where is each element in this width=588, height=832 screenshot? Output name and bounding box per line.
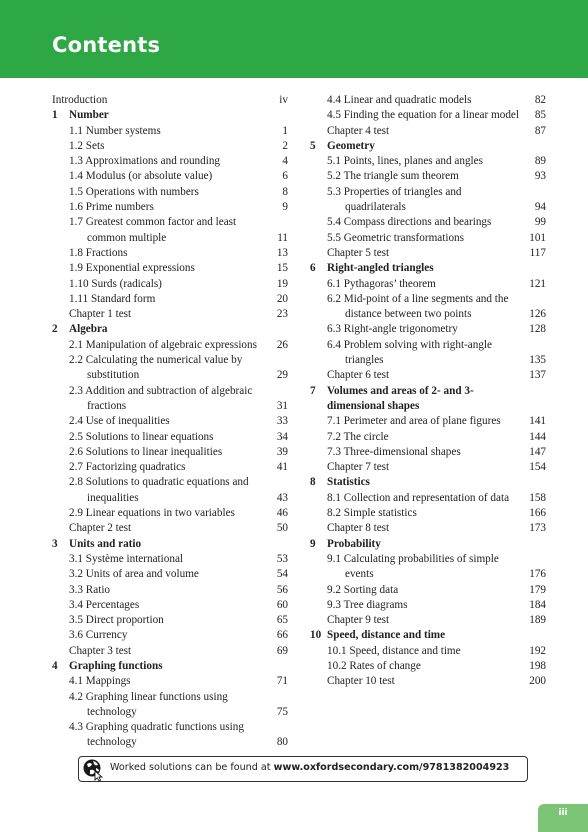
toc-chapter-number: 5: [310, 139, 316, 152]
toc-page-number: 126: [529, 308, 546, 321]
toc-page-number: 23: [276, 308, 288, 321]
toc-entry: [310, 93, 546, 108]
toc-right-column: [310, 93, 546, 690]
toc-entry: [310, 292, 546, 323]
toc-entry: [310, 322, 546, 337]
toc-chapter-number: 3: [52, 537, 58, 550]
toc-entry: [310, 521, 546, 536]
toc-page-number: 53: [276, 552, 288, 565]
toc-entry: [310, 613, 546, 628]
toc-page-number: 2: [282, 139, 288, 152]
toc-chapter-heading: [310, 537, 546, 552]
toc-entry-title: Chapter 3 test: [69, 644, 132, 657]
toc-entry: [52, 338, 288, 353]
toc-entry: [52, 521, 288, 536]
toc-entry: [310, 414, 546, 429]
toc-entry-title: 3.5 Direct proportion: [69, 614, 164, 627]
toc-entry: [52, 552, 288, 567]
toc-page-number: 154: [529, 461, 546, 474]
toc-entry: [310, 368, 546, 383]
toc-entry: [52, 200, 288, 215]
toc-entry: [52, 384, 288, 415]
toc-entry-title: 3.4 Percentages: [69, 598, 140, 611]
toc-entry: [310, 277, 546, 292]
toc-entry-title: 6.2 Mid-point of a line segments and the distance between two points: [327, 292, 509, 321]
toc-entry-title: Chapter 6 test: [327, 369, 390, 382]
toc-chapter-heading: [310, 139, 546, 154]
toc-entry: [310, 445, 546, 460]
toc-page-number: 200: [529, 675, 546, 688]
toc-page-number: 50: [276, 522, 288, 535]
toc-entry-title: 2.4 Use of inequalities: [69, 415, 170, 428]
toc-chapter-number: 2: [52, 323, 58, 336]
toc-page-number: 117: [529, 246, 546, 259]
toc-entry-title: 4.2 Graphing linear functions using technology: [69, 690, 228, 718]
toc-entry: [52, 628, 288, 643]
toc-page-number: 8: [282, 185, 288, 198]
toc-entry: [52, 613, 288, 628]
toc-entry-title: 8.1 Collection and representation of data: [327, 491, 510, 504]
toc-page-number: 1: [282, 124, 288, 137]
toc-chapter-heading: [310, 628, 546, 643]
toc-entry: [310, 169, 546, 184]
toc-entry-title: 1.1 Number systems: [69, 124, 161, 137]
toc-entry: [310, 552, 546, 583]
toc-chapter-heading: [52, 322, 288, 337]
toc-entry: [52, 246, 288, 261]
toc-chapter-number: 4: [52, 659, 58, 672]
toc-entry-title: 2.2 Calculating the numerical value by substitution: [69, 354, 243, 382]
toc-entry: [52, 674, 288, 689]
toc-entry-title: Chapter 2 test: [69, 522, 132, 535]
toc-entry: [310, 430, 546, 445]
toc-entry: [310, 215, 546, 230]
toc-chapter-number: 10: [310, 629, 322, 642]
toc-page-number: 94: [534, 201, 546, 214]
toc-page-number: 93: [534, 170, 546, 183]
toc-entry-title: 3.2 Units of area and volume: [69, 568, 199, 581]
toc-entry: [310, 154, 546, 169]
toc-page-number: 15: [276, 262, 288, 275]
toc-chapter-heading: [310, 384, 546, 415]
toc-entry-title: 2.3 Addition and subtraction of algebraic fractions: [69, 384, 253, 412]
toc-chapter-title: Right-angled triangles: [327, 262, 434, 275]
toc-entry-title: 6.3 Right-angle trigonometry: [327, 323, 458, 336]
toc-entry-title: 5.5 Geometric transformations: [327, 231, 465, 244]
toc-entry: [310, 460, 546, 475]
toc-chapter-title: Volumes and areas of 2- and 3-dimensional shapes: [327, 384, 474, 412]
toc-entry: [52, 93, 288, 108]
toc-page-number: 87: [534, 124, 546, 137]
toc-entry-title: 1.2 Sets: [69, 139, 105, 152]
toc-entry: [310, 598, 546, 613]
toc-entry: [310, 108, 546, 123]
toc-entry: [52, 567, 288, 582]
globe-cursor-icon: [82, 757, 104, 781]
toc-entry-title: 5.4 Compass directions and bearings: [327, 216, 492, 229]
toc-entry-title: 10.2 Rates of change: [327, 659, 421, 672]
toc-entry-title: 5.2 The triangle sum theorem: [327, 170, 459, 183]
toc-page-number: 26: [276, 338, 288, 351]
page-title: Contents: [52, 33, 161, 57]
toc-page-number: 11: [277, 231, 288, 244]
toc-entry-title: Chapter 8 test: [327, 522, 390, 535]
toc-page-number: 166: [529, 507, 546, 520]
toc-page-number: 128: [529, 323, 546, 336]
toc-page-number: 179: [529, 583, 546, 596]
toc-page-number: 173: [529, 522, 546, 535]
toc-page-number: 41: [276, 461, 288, 474]
toc-chapter-title: Speed, distance and time: [327, 629, 446, 642]
toc-entry-title: 9.2 Sorting data: [327, 583, 399, 596]
toc-page-number: 99: [534, 216, 546, 229]
toc-page-number: 65: [276, 614, 288, 627]
toc-entry: [52, 720, 288, 751]
toc-page-number: 75: [276, 705, 288, 718]
toc-entry: [52, 215, 288, 246]
toc-entry: [52, 277, 288, 292]
toc-entry-title: 2.6 Solutions to linear inequalities: [69, 445, 223, 458]
toc-entry-title: 10.1 Speed, distance and time: [327, 644, 461, 657]
toc-entry: [52, 292, 288, 307]
toc-entry: [52, 506, 288, 521]
toc-entry-title: 7.1 Perimeter and area of plane figures: [327, 415, 501, 428]
toc-chapter-number: 6: [310, 262, 316, 275]
toc-page-number: 176: [529, 568, 546, 581]
toc-entry-title: 6.4 Problem solving with right-angle triangles: [327, 338, 492, 367]
toc-entry: [310, 185, 546, 216]
toc-left-column: [52, 93, 288, 751]
toc-entry: [310, 491, 546, 506]
toc-entry-title: Chapter 7 test: [327, 461, 390, 474]
toc-page-number: 66: [276, 629, 288, 642]
toc-entry-title: Introduction: [52, 94, 108, 106]
toc-entry: [52, 460, 288, 475]
toc-entry-title: Chapter 1 test: [69, 308, 132, 321]
toc-chapter-number: 7: [310, 384, 316, 397]
toc-page-number: 19: [276, 277, 288, 290]
toc-entry: [310, 674, 546, 689]
toc-entry-title: 3.3 Ratio: [69, 583, 111, 596]
page-number: iii: [558, 808, 568, 818]
toc-entry-title: Chapter 9 test: [327, 614, 390, 627]
toc-entry-title: 4.5 Finding the equation for a linear model: [327, 109, 520, 122]
toc-page-number: 29: [276, 369, 288, 382]
toc-page-number: 43: [276, 491, 288, 504]
toc-entry-title: 8.2 Simple statistics: [327, 507, 417, 520]
toc-page-number: 192: [529, 644, 546, 657]
toc-entry-title: 4.3 Graphing quadratic functions using technology: [69, 721, 244, 749]
toc-page-number: 82: [534, 94, 546, 106]
toc-page-number: 184: [529, 598, 546, 611]
toc-page-number: 141: [529, 415, 546, 428]
toc-page-number: 60: [276, 598, 288, 611]
toc-page-number: 80: [276, 736, 288, 749]
toc-page-number: 69: [276, 644, 288, 657]
toc-entry-title: 5.3 Properties of triangles and quadrilaterals: [327, 185, 462, 214]
toc-page-number: 89: [534, 155, 546, 168]
toc-entry-title: 7.2 The circle: [327, 430, 389, 443]
toc-entry: [52, 583, 288, 598]
toc-chapter-title: Units and ratio: [69, 537, 142, 550]
toc-entry-title: Chapter 4 test: [327, 124, 390, 137]
toc-entry-title: 5.1 Points, lines, planes and angles: [327, 155, 483, 168]
toc-entry: [52, 644, 288, 659]
toc-entry: [52, 139, 288, 154]
toc-chapter-title: Number: [69, 109, 109, 122]
toc-page-number: 135: [529, 354, 546, 367]
toc-page-number: 34: [276, 430, 288, 443]
toc-page-number: 20: [276, 292, 288, 305]
toc-entry-title: 3.1 Système international: [69, 552, 184, 565]
toc-chapter-title: Geometry: [327, 139, 375, 152]
toc-page-number: 85: [534, 109, 546, 122]
toc-chapter-number: 9: [310, 537, 316, 550]
toc-page-number: 121: [529, 277, 546, 290]
toc-page-number: 46: [276, 507, 288, 520]
toc-page-number: 101: [529, 231, 546, 244]
toc-page-number: 198: [529, 659, 546, 672]
toc-entry-title: 2.9 Linear equations in two variables: [69, 507, 235, 520]
toc-entry: [52, 185, 288, 200]
toc-entry-title: 1.7 Greatest common factor and least common multiple: [69, 216, 237, 244]
toc-entry: [52, 475, 288, 506]
toc-chapter-heading: [52, 659, 288, 674]
toc-entry-title: Chapter 10 test: [327, 675, 395, 688]
toc-entry: [52, 124, 288, 139]
toc-chapter-title: Graphing functions: [69, 659, 163, 672]
toc-entry-title: 1.4 Modulus (or absolute value): [69, 170, 213, 183]
toc-entry: [310, 124, 546, 139]
toc-entry-title: 6.1 Pythagoras’ theorem: [327, 277, 436, 290]
toc-chapter-heading: [310, 475, 546, 490]
toc-entry-title: 1.3 Approximations and rounding: [69, 155, 221, 168]
toc-entry: [52, 307, 288, 322]
toc-page-number: 189: [529, 614, 546, 627]
toc-page-number: 33: [276, 415, 288, 428]
toc-entry-title: 2.8 Solutions to quadratic equations and inequalities: [69, 476, 249, 504]
toc-entry-title: 7.3 Three-dimensional shapes: [327, 445, 461, 458]
toc-entry-title: Chapter 5 test: [327, 246, 390, 259]
toc-page-number: 31: [276, 399, 288, 412]
toc-entry: [310, 644, 546, 659]
toc-entry: [310, 506, 546, 521]
toc-entry: [310, 246, 546, 261]
toc-entry-title: 4.4 Linear and quadratic models: [327, 94, 472, 106]
toc-entry: [310, 659, 546, 674]
toc-chapter-heading: [52, 537, 288, 552]
toc-entry: [52, 690, 288, 721]
toc-entry-title: 3.6 Currency: [69, 629, 128, 642]
toc-chapter-title: Statistics: [327, 476, 370, 489]
worked-solutions-prefix: Worked solutions can be found at: [110, 762, 274, 773]
toc-entry: [52, 414, 288, 429]
toc-entry-title: 9.1 Calculating probabilities of simple events: [327, 552, 499, 581]
worked-solutions-link[interactable]: www.oxfordsecondary.com/9781382004923: [273, 762, 510, 773]
toc-chapter-number: 1: [52, 109, 58, 122]
toc-chapter-number: 8: [310, 476, 316, 489]
toc-page-number: 54: [276, 568, 288, 581]
toc-entry: [52, 154, 288, 169]
toc-entry-title: 2.1 Manipulation of algebraic expressions: [69, 338, 257, 351]
toc-chapter-heading: [52, 108, 288, 123]
toc-entry-title: 9.3 Tree diagrams: [327, 598, 408, 611]
toc-entry: [52, 445, 288, 460]
toc-page-number: 4: [282, 155, 288, 168]
toc-chapter-title: Probability: [327, 537, 381, 550]
toc-page-number: iv: [279, 94, 288, 106]
toc-page-number: 6: [282, 170, 288, 183]
toc-entry-title: 4.1 Mappings: [69, 675, 131, 688]
toc-entry-title: 1.8 Fractions: [69, 246, 128, 259]
toc-entry-title: 1.9 Exponential expressions: [69, 262, 195, 275]
worked-solutions-text: [110, 762, 509, 773]
toc-entry: [310, 231, 546, 246]
toc-entry: [52, 261, 288, 276]
toc-chapter-heading: [310, 261, 546, 276]
toc-entry-title: 2.5 Solutions to linear equations: [69, 430, 214, 443]
toc-entry: [52, 430, 288, 445]
toc-entry-title: 1.10 Surds (radicals): [69, 277, 162, 290]
toc-entry: [52, 598, 288, 613]
toc-chapter-title: Algebra: [69, 323, 108, 336]
toc-page-number: 144: [529, 430, 546, 443]
toc-page-number: 9: [282, 201, 288, 214]
toc-page-number: 39: [276, 445, 288, 458]
toc-page-number: 71: [276, 675, 288, 688]
toc-page-number: 137: [529, 369, 546, 382]
toc-entry-title: 1.6 Prime numbers: [69, 201, 154, 214]
toc-entry: [52, 353, 288, 384]
toc-entry-title: 2.7 Factorizing quadratics: [69, 461, 186, 474]
toc-page-number: 56: [276, 583, 288, 596]
toc-entry: [52, 169, 288, 184]
toc-page-number: 147: [529, 445, 546, 458]
toc-entry-title: 1.5 Operations with numbers: [69, 185, 199, 198]
toc-page-number: 158: [529, 491, 546, 504]
toc-entry: [310, 583, 546, 598]
toc-entry-title: 1.11 Standard form: [69, 292, 156, 305]
toc-entry: [310, 338, 546, 369]
toc-page-number: 13: [276, 246, 288, 259]
